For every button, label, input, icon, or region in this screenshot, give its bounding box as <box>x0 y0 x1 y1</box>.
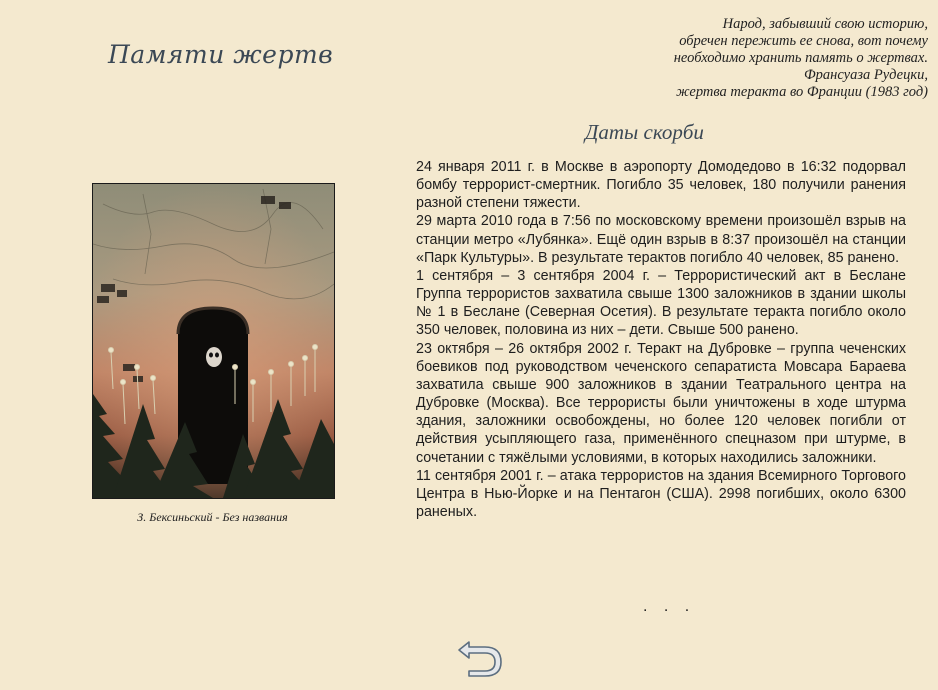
page-title: Памяти жертв <box>108 40 334 69</box>
back-button[interactable] <box>455 634 505 680</box>
event-paragraph: 11 сентября 2001 г. – атака террористов на здания Всемирного Торгового Центра в Нью-Йорке и на Пентагон (США). 2998 погибших, около 6300 раненых. <box>416 467 906 520</box>
section-title: Даты скорби <box>585 120 704 144</box>
dates-text <box>416 158 906 521</box>
epigraph-line: обречен пережить ее снова, вот почему <box>679 33 928 49</box>
painting-caption: З. Бексиньский - Без названия <box>137 510 288 524</box>
ellipsis: . . . <box>643 598 696 615</box>
event-paragraph: 23 октября – 26 октября 2002 г. Теракт на Дубровке – группа чеченских боевиков под руководством чеченского сепаратиста Мовсара Бараева захватила свыше 900 заложников в здании Театрального центра на Дубровке (Москва). Все террористы были уничтожены в ходе штурма здания, заложники освобождены, но более 120 человек погибли от действия усыпляющего газа, применённого спецназом при штурме, в сочетании с тяжёлыми условиями, в которых находились заложники. <box>416 340 906 466</box>
epigraph-author-note: жертва теракта во Франции (1983 год) <box>676 84 928 100</box>
epigraph-author: Франсуаза Рудецки, <box>803 67 928 83</box>
epigraph-line: необходимо хранить память о жертвах. <box>673 50 928 66</box>
event-paragraph: 1 сентября – 3 сентября 2004 г. – Террористический акт в Беслане Группа террористов захватила свыше 1300 заложников в здании школы № 1 в Беслане (Северная Осетия). В результате теракта погибло около 350 человек, половина из них – дети. Свыше 500 ранено. <box>416 267 906 339</box>
painting-image <box>92 183 335 499</box>
back-arrow-icon <box>455 634 505 680</box>
event-paragraph: 24 января 2011 г. в Москве в аэропорту Домодедово в 16:32 подорвал бомбу террорист-смертник. Погибло 35 человек, 180 получили ранения разной степени тяжести. <box>416 159 906 212</box>
event-paragraph: 29 марта 2010 года в 7:56 по московскому времени произошёл взрыв на станции метро «Лубянка». Ещё один взрыв в 8:37 произошёл на станции «Парк Культуры». В результате терактов погибло 40 человек, 85 ранено. <box>416 213 906 266</box>
epigraph <box>508 16 928 101</box>
epigraph-line: Народ, забывший свою историю, <box>722 16 928 32</box>
